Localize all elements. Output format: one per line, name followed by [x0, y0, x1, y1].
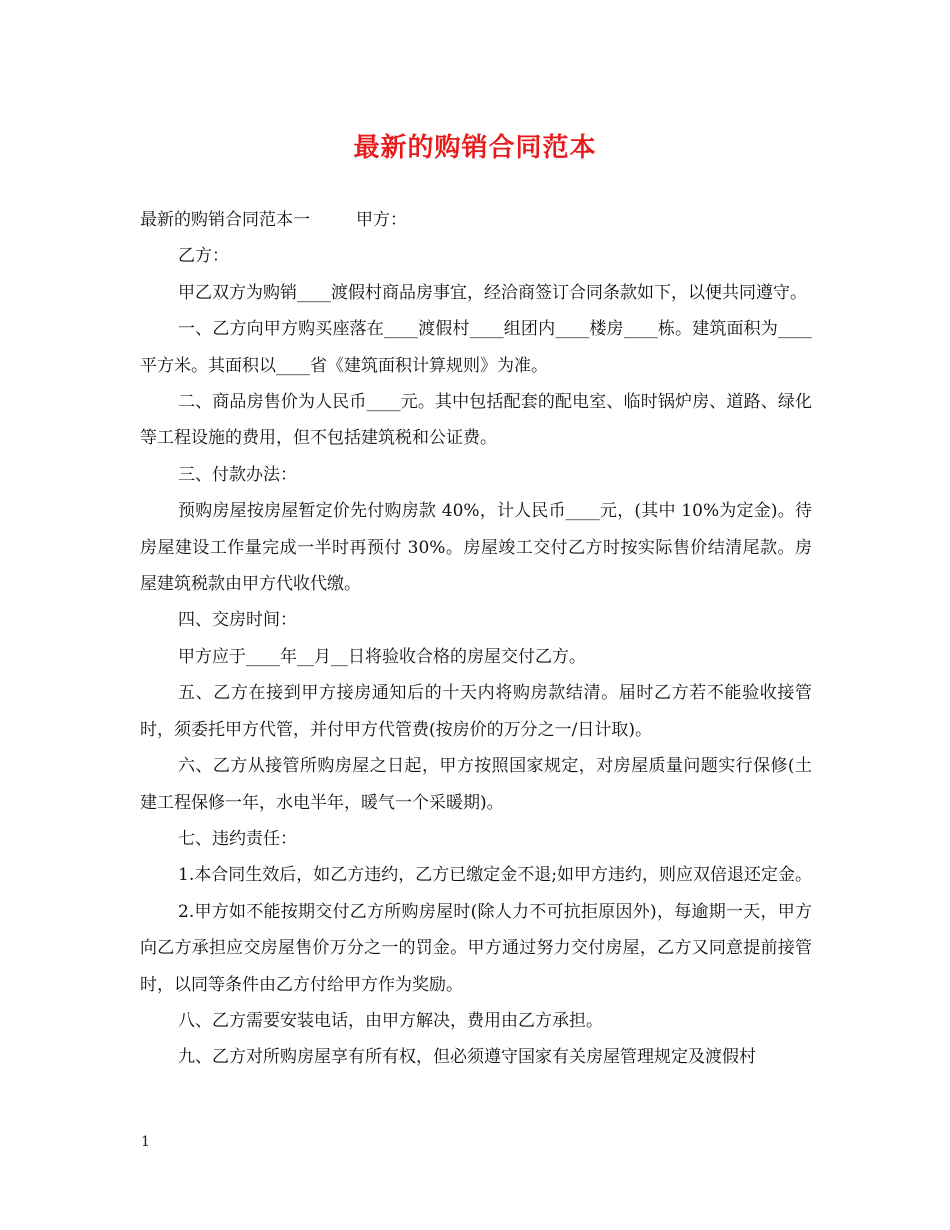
- document-title: 最新的购销合同范本: [353, 133, 597, 163]
- clause-1: 一、乙方向甲方购买座落在____渡假村____组团内____楼房____栋。建筑面积为____平方米。其面积以____省《建筑面积计算规则》为准。: [140, 319, 812, 376]
- clause-7-item-2: 2.甲方如不能按期交付乙方所购房屋时(除人力不可抗拒原因外)，每逾期一天，甲方向乙方承担应交房屋售价万分之一的罚金。甲方通过努力交付房屋，乙方又同意提前接管时，以同等条件由乙方付给甲方作为奖励。: [140, 901, 812, 995]
- clause-7-heading: 七、违约责任：: [178, 828, 297, 849]
- clause-3-heading: 三、付款办法：: [178, 464, 297, 485]
- document-body: [140, 202, 812, 1076]
- clause-7-item-1: 1.本合同生效后，如乙方违约，乙方已缴定金不退;如甲方违约，则应双倍退还定金。: [178, 865, 812, 886]
- intro-line: [140, 202, 812, 238]
- intro-label: 最新的购销合同范本一: [140, 210, 310, 230]
- clause-5: 五、乙方在接到甲方接房通知后的十天内将购房款结清。届时乙方若不能验收接管时，须委托甲方代管，并付甲方代管费(按房价的万分之一/日计取)。: [140, 683, 812, 740]
- clause-3-body: 预购房屋按房屋暂定价先付购房款 40%，计人民币____元，(其中 10%为定金)。待房屋建设工作量完成一半时再预付 30%。房屋竣工交付乙方时按实际售价结清尾款。房屋建筑税款由甲方代收代缴。: [140, 501, 812, 595]
- clause-4-heading: 四、交房时间：: [178, 610, 297, 631]
- party-a-label: 甲方：: [356, 210, 407, 230]
- clause-2: 二、商品房售价为人民币____元。其中包括配套的配电室、临时锅炉房、道路、绿化等工程设施的费用，但不包括建筑税和公证费。: [140, 392, 812, 449]
- clause-8: 八、乙方需要安装电话，由甲方解决，费用由乙方承担。: [178, 1010, 603, 1031]
- paragraph: 甲乙双方为购销____渡假村商品房事宜，经洽商签订合同条款如下，以便共同遵守。: [178, 282, 807, 303]
- page-number: 1: [141, 1134, 150, 1150]
- clause-4-body: 甲方应于____年__月__日将验收合格的房屋交付乙方。: [178, 646, 586, 667]
- clause-6: 六、乙方从接管所购房屋之日起，甲方按照国家规定，对房屋质量问题实行保修(土建工程保修一年，水电半年，暖气一个采暖期)。: [140, 756, 812, 813]
- clause-9: 九、乙方对所购房屋享有所有权，但必须遵守国家有关房屋管理规定及渡假村: [178, 1047, 756, 1068]
- party-b-label: 乙方：: [178, 246, 229, 267]
